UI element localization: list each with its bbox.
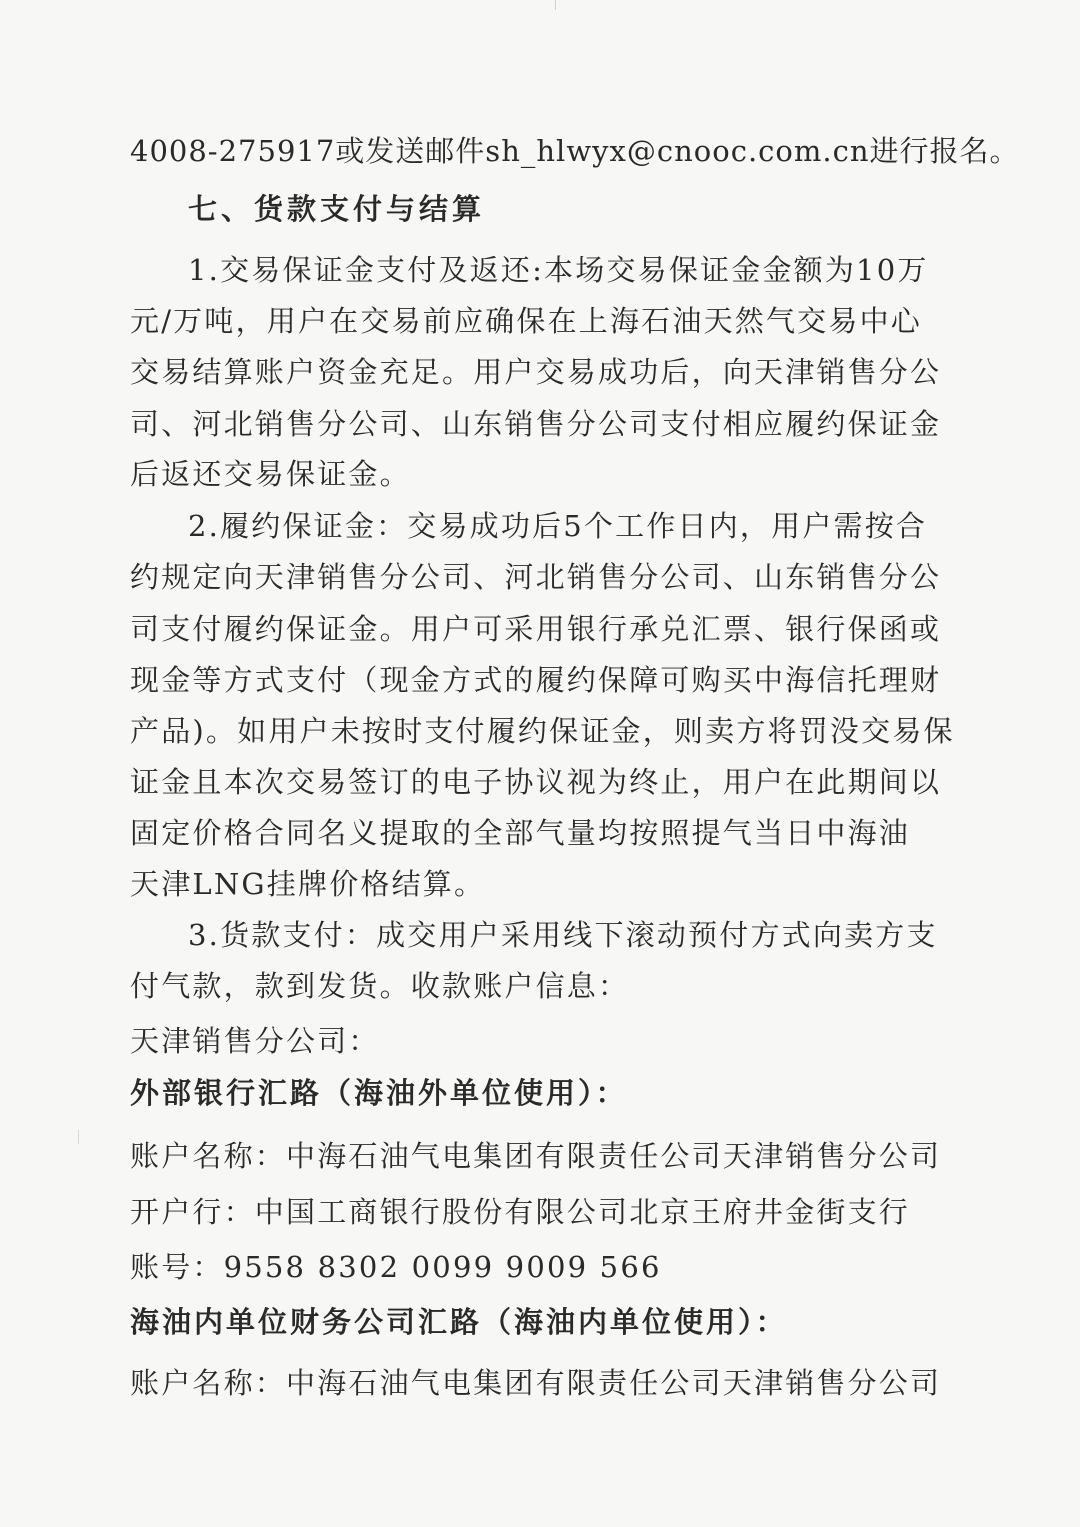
scan-mark <box>555 0 556 10</box>
scan-speck <box>78 1130 79 1144</box>
external-bank-route-heading: 外部银行汇路（海油外单位使用）： <box>130 1076 628 1110</box>
paragraph-1-line-4: 司、河北销售分公司、山东销售分公司支付相应履约保证金 <box>130 407 942 441</box>
paragraph-1-line-5: 后返还交易保证金。 <box>130 457 411 491</box>
internal-finance-route-heading: 海油内单位财务公司汇路（海油内单位使用）： <box>130 1305 788 1339</box>
branch-name-label: 天津销售分公司： <box>130 1024 380 1058</box>
section-heading-payment: 七、货款支付与结算 <box>188 192 486 226</box>
registration-contact-line: 4008-275917或发送邮件sh_hlwyx@cnooc.com.cn进行报名。 <box>130 134 1020 168</box>
account-number-external: 账号：9558 8302 0099 9009 566 <box>130 1250 662 1284</box>
paragraph-2-line-6: 证金且本次交易签订的电子协议视为终止，用户在此期间以 <box>130 765 942 799</box>
account-name-external: 账户名称：中海石油气电集团有限责任公司天津销售分公司 <box>130 1139 942 1173</box>
paragraph-3-line-1: 3.货款支付：成交用户采用线下滚动预付方式向卖方支 <box>188 918 938 952</box>
paragraph-2-line-5: 产品)。如用户未按时支付履约保证金，则卖方将罚没交易保 <box>130 714 955 748</box>
paragraph-2-line-7: 固定价格合同名义提取的全部气量均按照提气当日中海油 <box>130 816 911 850</box>
paragraph-1-line-3: 交易结算账户资金充足。用户交易成功后，向天津销售分公 <box>130 355 942 389</box>
paragraph-1-line-1: 1.交易保证金支付及返还:本场交易保证金金额为10万 <box>188 253 929 287</box>
opening-bank-external: 开户行：中国工商银行股份有限公司北京王府井金街支行 <box>130 1195 911 1229</box>
paragraph-2-line-3: 司支付履约保证金。用户可采用银行承兑汇票、银行保函或 <box>130 612 942 646</box>
paragraph-2-line-8: 天津LNG挂牌价格结算。 <box>130 867 486 901</box>
paragraph-3-line-2: 付气款，款到发货。收款账户信息： <box>130 969 630 1003</box>
paragraph-2-line-1: 2.履约保证金：交易成功后5个工作日内，用户需按合 <box>188 509 928 543</box>
paragraph-2-line-2: 约规定向天津销售分公司、河北销售分公司、山东销售分公 <box>130 560 942 594</box>
account-name-internal: 账户名称：中海石油气电集团有限责任公司天津销售分公司 <box>130 1366 942 1400</box>
paragraph-1-line-2: 元/万吨，用户在交易前应确保在上海石油天然气交易中心 <box>130 304 922 338</box>
paragraph-2-line-4: 现金等方式支付（现金方式的履约保障可购买中海信托理财 <box>130 663 942 697</box>
